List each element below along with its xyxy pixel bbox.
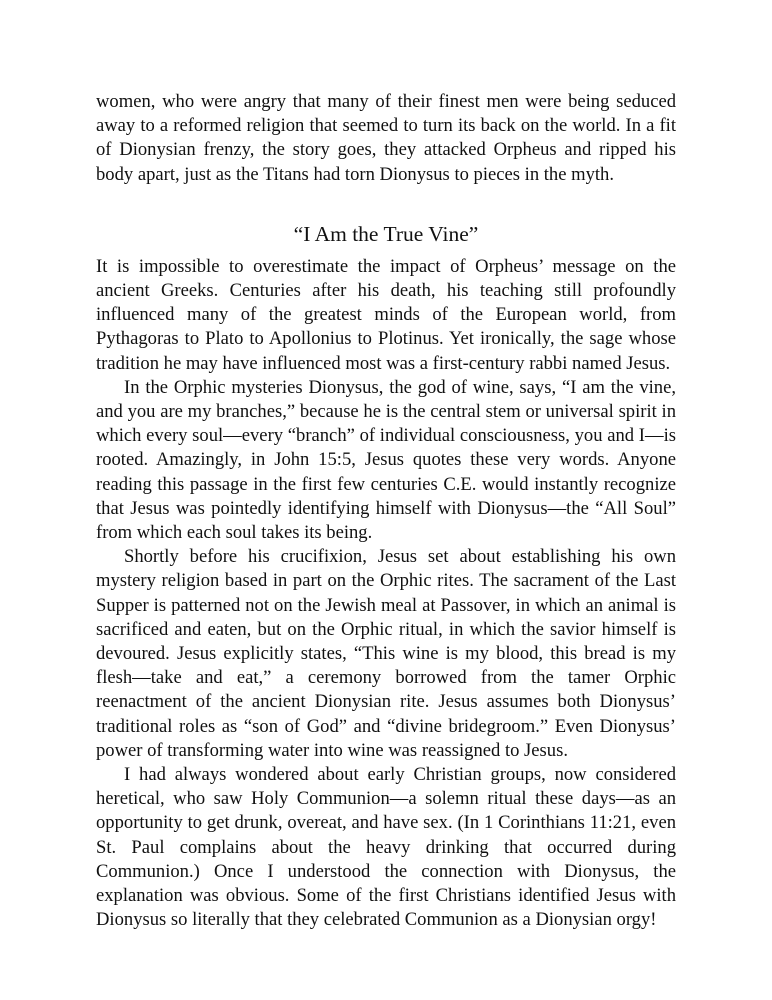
paragraph-true-vine: In the Orphic mysteries Dionysus, the god of wine, says, “I am the vine, and you are my branches,” because he is the central stem or universal spirit in which every soul—every “branch” of individual consciousness, you and I—is rooted. Amazingly, in John 15:5, Jesus quotes these very words. Anyone reading this passage in the first few centuries C.E. would instantly recognize that Jesus was pointedly identifying himself with Dionysus—the “All Soul” from which each soul takes its being. [96,376,676,544]
book-page [96,90,676,933]
paragraph-continuation: women, who were angry that many of their finest men were being seduced away to a reformed religion that seemed to turn its back on the world. In a fit of Dionysian frenzy, the story goes, they attacked Orpheus and ripped his body apart, just as the Titans had torn Dionysus to pieces in the myth. [96,91,676,185]
paragraph-last-supper: Shortly before his crucifixion, Jesus set about establishing his own mystery religion based in part on the Orphic rites. The sacrament of the Last Supper is patterned not on the Jewish meal at Passover, in which an animal is sacrificed and eaten, but on the Orphic ritual, in which the savior himself is devoured. Jesus explicitly states, “This wine is my blood, this bread is my flesh—take and eat,” a ceremony borrowed from the tamer Orphic reenactment of the ancient Dionysian rite. Jesus assumes both Dionysus’ traditional roles as “son of God” and “divine bridegroom.” Even Dionysus’ power of transforming water into wine was reassigned to Jesus. [96,546,676,761]
section-heading: “I Am the True Vine” [293,221,479,246]
paragraph-opening: It is impossible to overestimate the impact of Orpheus’ message on the ancient Greeks. Centuries after his death, his teaching still profoundly influenced many of the greatest minds of the European world, from Pythagoras to Plato to Apollonius to Plotinus. Yet ironically, the sage whose tradition he may have influenced most was a first-century rabbi named Jesus. [96,255,676,374]
paragraph-communion: I had always wondered about early Christian groups, now considered heretical, who saw Holy Communion—a solemn ritual these days—as an opportunity to get drunk, overeat, and have sex. (In 1 Corinthians 11:21, even St. Paul complains about the heavy drinking that occurred during Communion.) Once I understood the connection with Dionysus, the explanation was obvious. Some of the first Christians identified Jesus with Dionysus so literally that they celebrated Communion as a Dionysian orgy! [96,764,676,931]
